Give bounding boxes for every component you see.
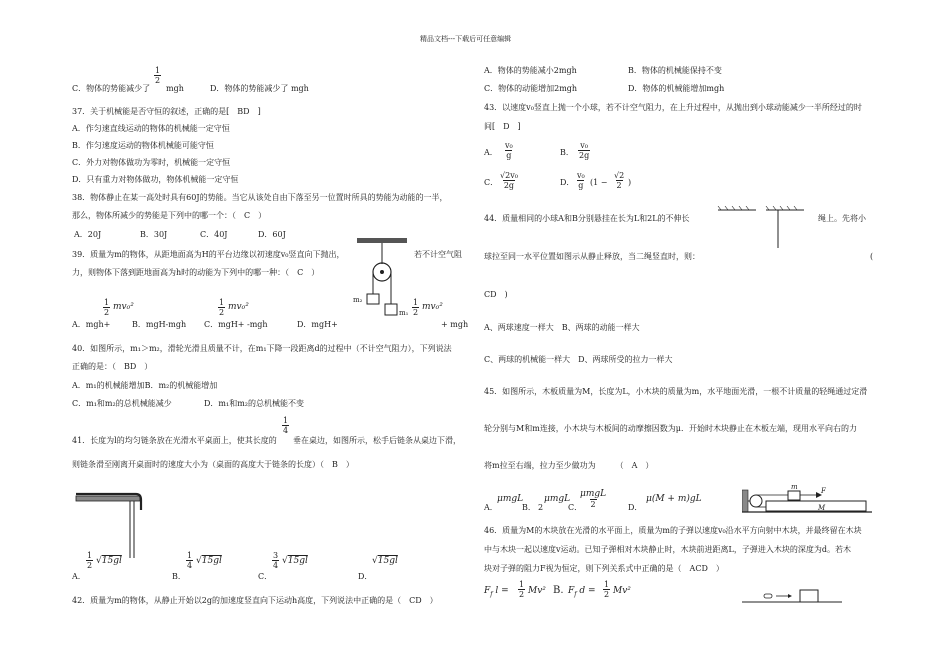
q44-stem-line1: 44．质量相同的小球A和B分别悬挂在长为L和2L的不伸长 — [484, 214, 690, 223]
q45-c-frac: μmgL 2 — [580, 489, 607, 509]
q43-c-frac: $\frac{\text{√2v₀}}{2g}$ — [500, 171, 518, 190]
q40-option-d: D．m₁和m₂的总机械能不变 — [204, 399, 304, 408]
q39-stem-line2: 力，则物体下落到距地面高为h时的动能为下列中的哪一种：（ C ） — [72, 268, 320, 277]
q42-option-b: B．物体的机械能保持不变 — [628, 66, 722, 75]
q39-option-d: D．mgH+ — [297, 320, 338, 329]
chain-table-figure — [72, 488, 152, 560]
q43-a-frac: $\frac{\text{v₀}}{g}$ — [505, 141, 513, 160]
q37-option-a: A．作匀速直线运动的物体的机械能一定守恒 — [72, 124, 230, 133]
q40-stem-line2: 正确的是：（ BD ） — [72, 362, 153, 371]
q41-label-b: B． — [172, 572, 186, 581]
q44-option-ab: A、两球速度一样大 B、两球的动能一样大 — [484, 323, 640, 332]
pendulum-figure — [716, 206, 806, 251]
q43-d-frac: $\frac{\text{v₀}}{g}$ — [577, 171, 585, 190]
q38-option-a: A．20J — [74, 230, 102, 239]
q45-stem-line2: 轮分别与M和m连接，小木块与木板间的动摩擦因数为μ．开始时木块静止在木板左端，现用水平向右的力 — [484, 424, 857, 433]
pulley-figure — [352, 236, 412, 321]
q37-stem: 37．关于机械能是否守恒的叙述，正确的是[ BD ] — [72, 107, 261, 116]
q38-stem-line1: 38．物体静止在某一高处时具有60J的势能。当它从该处自由下落至另一位置时所具的势能为动能的一半， — [72, 193, 448, 202]
q46-a-half: $\frac{1}{2}$ — [519, 580, 525, 599]
q46-stem-line1: 46．质量为M的木块放在光滑的水平面上，质量为m的子弹以速度v₀沿水平方向射中木块，并最终留在木块 — [484, 526, 862, 535]
q45-stem-line3: 将m拉至右端，拉力至少做功为 （ A ） — [484, 461, 654, 470]
q39-c-term: mv₀² — [228, 302, 249, 312]
q40-stem-line1: 40．如图所示，m₁＞m₂，滑轮光滑且质量不计，在m₁下降一段距离d的过程中（不计空气阻力），下列说法 — [72, 344, 452, 353]
q36-c-fraction: $\frac{1}{2}$ — [155, 66, 161, 85]
small-block-m — [788, 491, 800, 500]
q41-quarter: $\frac{1}{4}$ — [283, 416, 289, 435]
q41-c-root: √15gl — [282, 556, 308, 566]
q45-stem-line1: 45．如图所示，木板质量为M，长度为L，小木块的质量为m，水平地面光滑，一根不计质量的轻绳通过定滑 — [484, 387, 868, 396]
q41-stem-line2: 则链条滑至刚离开桌面时的速度大小为（桌面的高度大于链条的长度）（ B ） — [72, 460, 354, 469]
q41-b-frac: $\frac{1}{4}$ — [187, 551, 193, 570]
q45-label-c: C． — [568, 503, 583, 512]
q45-a-expr: μmgL — [497, 494, 524, 504]
q38-option-b: B．30J — [140, 230, 168, 239]
q42-option-c: C．物体的动能增加2mgh — [484, 84, 578, 93]
q46-b-tail: Mv² — [613, 586, 631, 596]
q43-label-b: B． — [560, 148, 574, 157]
board-M — [766, 501, 866, 511]
q42-stem: 42．质量为m的物体，从静止开始以2g的加速度竖直向下运动h高度，下列说法中正确的是（ CD ） — [72, 596, 438, 605]
q39-a-half: $\frac{1}{2}$ — [104, 298, 110, 317]
fixed-pulley — [750, 495, 762, 507]
q39-option-c: C．mgH+ — [204, 320, 245, 329]
q37-option-b: B．作匀速度运动的物体机械能可能守恒 — [72, 141, 214, 150]
q39-d-term: mv₀² — [422, 302, 443, 312]
q43-stem-line1: 43．以速度v₀竖直上抛一个小球，若不计空气阻力，在上升过程中，从抛出到小球动能减少一半所经过的时 — [484, 103, 862, 112]
q44-option-cd: C、两球的机械能一样大 D、两球所受的拉力一样大 — [484, 355, 673, 364]
q41-stem-line1b: 垂在桌边，如图所示，松手后链条从桌边下滑， — [293, 436, 461, 445]
label-m2: m₂ — [353, 296, 363, 304]
q46-stem-line2: 中与木块一起以速度v运动。已知子弹相对木块静止时，木块前进距离L，子弹进入木块的深度为d。若木 — [484, 545, 851, 554]
bullet — [764, 594, 772, 598]
label-m1: m₁ — [399, 309, 409, 317]
pulley-ceiling — [357, 238, 407, 243]
q46-b-label: B. — [553, 585, 564, 596]
q43-d-paren: (1 − — [590, 178, 608, 187]
q40-option-c: C．m₁和m₂的总机械能减少 — [72, 399, 172, 408]
block-m1 — [385, 304, 397, 315]
q46-a-tail: Mv² — [528, 586, 546, 596]
table-top — [76, 496, 140, 501]
q43-d-paren-close: ) — [628, 178, 632, 187]
q38-option-c: C．40J — [200, 230, 228, 239]
q38-option-d: D．60J — [258, 230, 286, 239]
q45-label-b: B． — [522, 503, 536, 512]
q36-c-text: C．物体的势能减少了 — [72, 84, 151, 93]
q41-label-c: C． — [258, 572, 273, 581]
q37-option-d: D．只有重力对物体做功，物体机械能一定守恒 — [72, 175, 239, 184]
bullet-block-figure — [742, 584, 842, 608]
q43-label-a: A． — [484, 148, 498, 157]
q45-label-d: D． — [628, 503, 643, 512]
q43-d-inner-frac: $\frac{√2}{2}$ — [614, 171, 625, 190]
q45-b-expr: μmgL — [544, 494, 571, 504]
q41-a-root: √15gl — [96, 556, 122, 566]
q45-label-a: A． — [484, 503, 498, 512]
q41-label-a: A． — [72, 572, 86, 581]
q39-stem-line1-tail: 若不计空气阻 — [414, 250, 462, 259]
page-header: 精品文档---下载后可任意编辑 — [420, 35, 512, 43]
q38-stem-line2: 那么，物体所减少的势能是下列中的哪一个：（ C ） — [72, 211, 267, 220]
label-F: F — [821, 487, 826, 495]
q39-c-half: $\frac{1}{2}$ — [219, 298, 225, 317]
board-pulley-figure — [742, 484, 872, 518]
q40-option-ab: A．m₁的机械能增加B．m₂的机械能增加 — [72, 381, 218, 390]
q46-b-half: $\frac{1}{2}$ — [604, 580, 610, 599]
label-M: M — [818, 504, 826, 512]
q37-option-c: C．外力对物体做功为零时，机械能一定守恒 — [72, 158, 231, 167]
q43-stem-line2: 间[ D ] — [484, 122, 521, 131]
q39-option-b: B．mgH-mgh — [132, 320, 187, 329]
q41-stem-line1a: 41．长度为l的均匀链条放在光滑水平桌面上，使其长度的 — [72, 436, 277, 445]
q43-label-d: D． — [560, 178, 575, 187]
label-m: m — [791, 484, 798, 491]
q42-option-a: A．物体的势能减小2mgh — [484, 66, 577, 75]
q36-c-suffix: mgh — [166, 84, 184, 93]
wall — [742, 490, 748, 512]
q41-b-root: √15gl — [196, 556, 222, 566]
q41-label-d: D． — [358, 572, 373, 581]
q45-b-pre: 2 — [538, 503, 544, 512]
q39-a-term: mv₀² — [113, 302, 134, 312]
q44-stem-line2: 球拉至同一水平位置如图示从静止释放，当二绳竖直时，则： — [484, 252, 700, 261]
q43-label-c: C． — [484, 178, 499, 187]
q41-d-root: √15gl — [372, 556, 398, 566]
q43-b-frac: $\frac{\text{v₀}}{2g}$ — [579, 141, 590, 160]
q41-a-frac: $\frac{1}{2}$ — [87, 551, 93, 570]
block-m2 — [367, 294, 379, 304]
q46-a-force: $F_f$ l = — [484, 586, 509, 598]
q39-option-a: A．mgh+ — [72, 320, 111, 329]
q44-paren: ( — [870, 252, 874, 261]
q46-b-force: $F_f$ d = — [568, 586, 596, 598]
q45-d-expr: μ(M + m)gL — [646, 494, 702, 504]
wood-block — [800, 590, 818, 602]
q39-d-half: $\frac{1}{2}$ — [413, 298, 419, 317]
q36-option-d: D．物体的势能减少了 mgh — [210, 84, 309, 93]
q44-answer: CD ) — [484, 290, 508, 299]
q46-stem-line3: 块对子弹的阻力F视为恒定，则下列关系式中正确的是（ ACD ） — [484, 564, 724, 573]
q42-option-d: D．物体的机械能增加mgh — [628, 84, 725, 93]
q39-option-d-tail: + mgh — [441, 320, 469, 329]
q41-c-frac: $\frac{3}{4}$ — [273, 551, 279, 570]
q44-stem-line1-tail: 绳上。先将小 — [818, 214, 866, 223]
q39-option-c-tail: -mgh — [247, 320, 268, 329]
q39-stem-line1: 39．质量为m的物体，从距地面高为H的平台边缘以初速度v₀竖直向下抛出， — [72, 250, 345, 259]
